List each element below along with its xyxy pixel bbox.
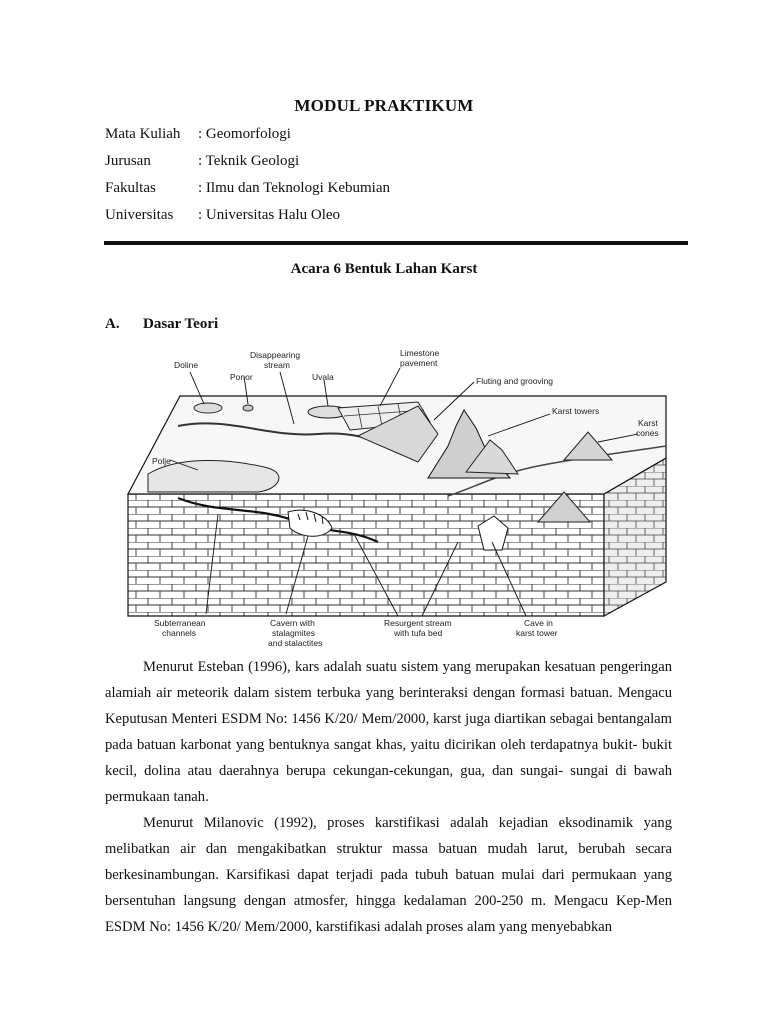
section-subtitle: Acara 6 Bentuk Lahan Karst	[290, 261, 478, 277]
info-key: Jurusan	[105, 153, 151, 169]
info-row-faculty	[105, 178, 390, 205]
info-row-department	[105, 151, 390, 178]
label-cavern-2: stalagmites	[272, 628, 315, 638]
label-ponor: Ponor	[230, 372, 253, 382]
label-karst-towers: Karst towers	[552, 406, 600, 416]
label-cavern-3: and stalactites	[268, 638, 323, 648]
label-fluting: Fluting and grooving	[476, 376, 554, 386]
label-resurgent-2: with tufa bed	[394, 628, 443, 638]
label-karst-cones-2: cones	[636, 428, 659, 438]
section-letter: A.	[105, 316, 120, 332]
label-doline: Doline	[174, 360, 199, 370]
label-uvala: Uvala	[312, 372, 334, 382]
ponor-depression	[243, 405, 253, 411]
label-subterranean-1: Subterranean	[154, 618, 206, 628]
info-row-university	[105, 205, 390, 232]
info-key: Fakultas	[105, 180, 156, 196]
block-front-face	[128, 494, 604, 616]
label-cave-2: karst tower	[516, 628, 558, 638]
label-polje: Polje	[152, 456, 171, 466]
info-value: : Universitas Halu Oleo	[198, 207, 341, 223]
section-heading	[105, 316, 218, 333]
info-key: Mata Kuliah	[105, 126, 181, 142]
label-cavern-1: Cavern with	[270, 618, 315, 628]
label-subterranean-2: channels	[162, 628, 197, 638]
label-cave-1: Cave in	[524, 618, 553, 628]
label-limestone-pavement-2: pavement	[400, 358, 438, 368]
info-value: : Teknik Geologi	[198, 153, 300, 169]
course-info	[105, 124, 390, 232]
header-divider	[104, 241, 688, 245]
doline-depression	[194, 403, 222, 413]
info-value: : Ilmu dan Teknologi Kebumian	[198, 180, 390, 196]
document-title: MODUL PRAKTIKUM	[294, 96, 474, 115]
info-row-course	[105, 124, 390, 151]
info-key: Universitas	[105, 207, 174, 223]
label-karst-cones-1: Karst	[638, 418, 658, 428]
label-disappearing-stream-1: Disappearing	[250, 350, 301, 360]
label-limestone-pavement-1: Limestone	[400, 348, 440, 358]
label-disappearing-stream-2: stream	[264, 360, 290, 370]
paragraph: Menurut Esteban (1996), kars adalah suatu sistem yang merupakan kesatuan pengeringan alamiah air meteorik dalam sistem terbuka yang berinteraksi dengan formasi batuan. Mengacu Keputusan Menteri ESDM No: 1456 K/20/ Mem/2000, karst juga diartikan sebagai bentangalam pada batuan karbonat yang bentuknya sangat khas, yaitu dicirikan oleh terdapatnya bukit- bukit kecil, dolina atau daerahnya berupa cekungan-cekungan, gua, dan sungai- sungai di bawah permukaan tanah.	[105, 659, 672, 805]
body-text	[105, 654, 672, 940]
info-value: : Geomorfologi	[198, 126, 291, 142]
label-resurgent-1: Resurgent stream	[384, 618, 452, 628]
karst-landform-diagram	[118, 346, 678, 652]
section-title: Dasar Teori	[143, 316, 219, 332]
paragraph: Menurut Milanovic (1992), proses karstifikasi adalah kejadian eksodinamik yang melibatkan air dan mengakibatkan struktur massa batuan mudah larut, berubah secara berkesinambungan. Karsifikasi dapat terjadi pada tubuh batuan mulai dari permukaan yang bersentuhan langsung dengan atmosfer, hingga kedalaman 200-250 m. Mengacu Kep-Men ESDM No: 1456 K/20/ Mem/2000, karstifikasi adalah proses alam yang menyebabkan	[105, 815, 672, 935]
